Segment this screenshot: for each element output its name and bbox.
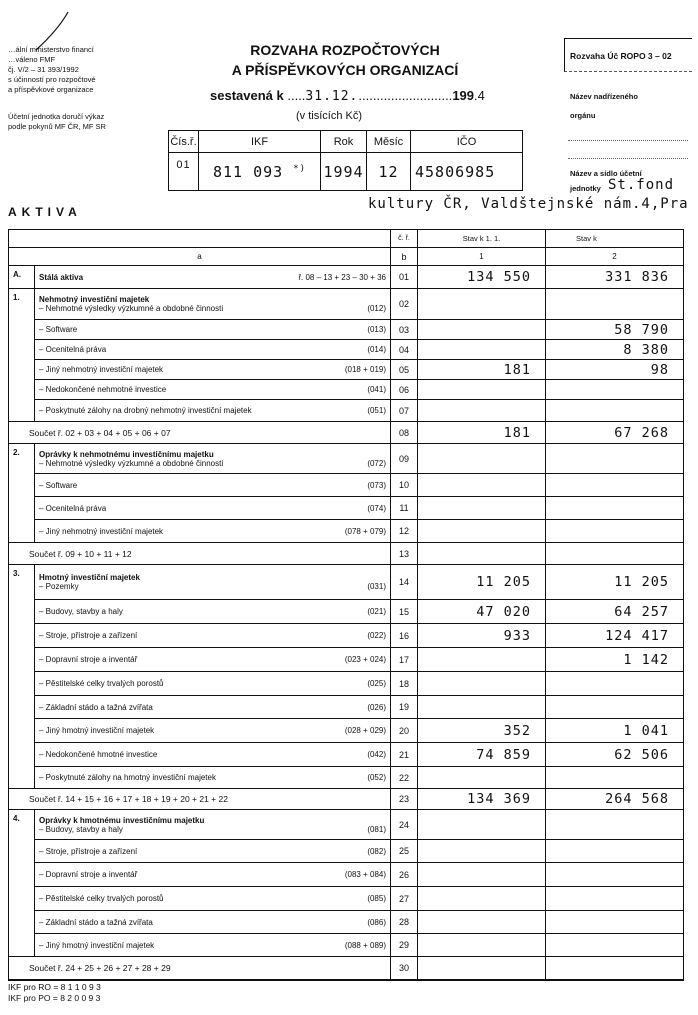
table-row	[9, 911, 684, 934]
table-row	[9, 840, 684, 863]
value-closing[interactable]	[546, 444, 684, 474]
row-label	[35, 289, 391, 320]
value-closing[interactable]	[546, 957, 684, 980]
value-closing[interactable]	[546, 543, 684, 565]
section-number	[9, 810, 35, 840]
table-row	[9, 863, 684, 887]
item-label: – Nedokončené hmotné investice	[39, 750, 158, 759]
value-opening[interactable]	[418, 340, 546, 360]
header-blank	[9, 230, 391, 248]
table-row	[9, 543, 684, 565]
date-prefix: sestavená k	[210, 88, 284, 103]
group-heading: Hmotný investiční majetek	[39, 573, 140, 582]
row-label	[35, 444, 391, 474]
header-2: 2	[546, 248, 684, 266]
value-closing[interactable]: 1 041	[546, 719, 684, 743]
section-number-text: 2.	[13, 448, 20, 457]
value-closing[interactable]: 62 506	[546, 743, 684, 767]
value-closing[interactable]: 98	[546, 360, 684, 380]
item-label: – Software	[39, 325, 78, 334]
row-label	[35, 863, 391, 887]
table-row	[9, 624, 684, 648]
account-code: (088 + 089)	[344, 940, 386, 950]
value-closing[interactable]: 331 836	[546, 266, 684, 289]
account-code: (013)	[367, 325, 386, 334]
table-row	[9, 600, 684, 624]
row-label	[35, 810, 391, 840]
value-opening[interactable]: 47 020	[418, 600, 546, 624]
row-label	[35, 648, 391, 672]
row-number: 20	[391, 719, 418, 743]
table-row	[9, 289, 684, 320]
row-number: 13	[391, 543, 418, 565]
id-header: IČO	[411, 131, 523, 153]
value-opening[interactable]	[418, 810, 546, 840]
account-code: (051)	[367, 406, 386, 415]
table-row	[9, 400, 684, 422]
item-label: – Nehmotné výsledky výzkumné a obdobné činnosti	[39, 458, 224, 468]
section-number	[9, 380, 35, 400]
value-opening[interactable]: 134 369	[418, 789, 546, 810]
row-label	[35, 887, 391, 911]
item-label: Stálá aktiva	[39, 272, 84, 282]
id-header: Měsíc	[367, 131, 411, 153]
section-number	[9, 648, 35, 672]
table-row	[9, 474, 684, 497]
value-closing[interactable]	[546, 400, 684, 422]
title-line-1: ROZVAHA ROZPOČTOVÝCH	[250, 42, 440, 58]
value-closing[interactable]	[546, 840, 684, 863]
section-number	[9, 520, 35, 543]
date-line: sestavená k .....31.12...........................199.4	[210, 88, 485, 104]
value-closing[interactable]: 124 417	[546, 624, 684, 648]
id-header: Rok	[321, 131, 367, 153]
value-closing[interactable]	[546, 810, 684, 840]
approval-line: čj. V/2 – 31 393/1992	[8, 65, 79, 74]
row-label	[35, 320, 391, 340]
section-number-text: 4.	[13, 814, 20, 823]
item-label: – Software	[39, 480, 78, 490]
value-opening[interactable]	[418, 648, 546, 672]
row-number: 19	[391, 696, 418, 719]
row-number: 07	[391, 400, 418, 422]
section-number	[9, 497, 35, 520]
section-number	[9, 767, 35, 789]
value-opening[interactable]	[418, 520, 546, 543]
row-number: 27	[391, 887, 418, 911]
row-number: 24	[391, 810, 418, 840]
footnote: IKF pro RO = 8 1 1 0 9 3	[8, 982, 101, 992]
table-row	[9, 422, 684, 444]
footnotes	[8, 982, 101, 1004]
table-row	[9, 266, 684, 289]
id-row-no: 01	[169, 153, 199, 191]
row-number: 09	[391, 444, 418, 474]
row-label	[35, 600, 391, 624]
unit-name-2: kultury ČR, Valdštejnské nám.4,Pra	[368, 196, 689, 212]
value-closing[interactable]: 264 568	[546, 789, 684, 810]
value-opening[interactable]	[418, 320, 546, 340]
row-number: 01	[391, 266, 418, 289]
row-label	[35, 719, 391, 743]
header-col2: Stav k	[546, 230, 684, 248]
row-label	[35, 934, 391, 957]
approval-note	[8, 45, 96, 95]
row-label	[35, 743, 391, 767]
row-label	[35, 624, 391, 648]
item-label: – Nehmotné výsledky výzkumné a obdobné činnosti	[39, 304, 224, 313]
header-a: a	[9, 248, 391, 266]
value-closing[interactable]	[546, 672, 684, 696]
item-label: – Pozemky	[39, 582, 79, 591]
row-number: 21	[391, 743, 418, 767]
group-heading: Oprávky k nehmotnému investičnímu majetku	[39, 449, 214, 459]
table-row	[9, 696, 684, 719]
row-label	[35, 672, 391, 696]
year-prefix: 199	[452, 88, 475, 103]
account-code: (018 + 019)	[344, 365, 386, 374]
account-code: (081)	[367, 824, 386, 834]
account-code: (052)	[367, 773, 386, 782]
note-line: Účetní jednotka doručí výkaz	[8, 112, 105, 121]
account-code: (021)	[367, 607, 386, 616]
ikf-value: 811 093	[212, 162, 284, 181]
account-code: (022)	[367, 631, 386, 640]
value-opening[interactable]	[418, 497, 546, 520]
row-number: 10	[391, 474, 418, 497]
table-row	[9, 957, 684, 980]
approval-line: a příspěvkové organizace	[8, 85, 94, 94]
value-opening[interactable]: 11 205	[418, 565, 546, 600]
table-row	[9, 934, 684, 957]
row-number: 28	[391, 911, 418, 934]
item-label: – Jiný hmotný investiční majetek	[39, 940, 155, 950]
footnote: IKF pro PO = 8 2 0 0 9 3	[8, 993, 101, 1003]
approval-line: …váleno FMF	[8, 55, 56, 64]
ikf-note: *)	[293, 163, 307, 174]
account-code: (012)	[367, 304, 386, 313]
value-closing[interactable]	[546, 911, 684, 934]
units-note: (v tisících Kč)	[296, 110, 363, 122]
superior-field-line[interactable]	[568, 158, 688, 159]
row-number: 30	[391, 957, 418, 980]
account-code: (042)	[367, 750, 386, 759]
section-number	[9, 266, 35, 289]
row-number: 11	[391, 497, 418, 520]
section-number	[9, 400, 35, 422]
account-code: (074)	[367, 503, 386, 513]
section-number	[9, 320, 35, 340]
table-row	[9, 767, 684, 789]
value-opening[interactable]	[418, 887, 546, 911]
table-row	[9, 789, 684, 810]
account-code: (083 + 084)	[344, 870, 386, 879]
value-closing[interactable]	[546, 767, 684, 789]
value-closing[interactable]	[546, 863, 684, 887]
value-closing[interactable]: 11 205	[546, 565, 684, 600]
section-number	[9, 863, 35, 887]
note-line: podle pokynů MF ČR, MF SR	[8, 122, 106, 131]
item-label: – Základní stádo a tažná zvířata	[39, 917, 153, 927]
section-number-text: 3.	[13, 569, 20, 578]
row-number: 02	[391, 289, 418, 320]
header-1: 1	[418, 248, 546, 266]
superior-label: Název nadřízeného	[570, 92, 638, 101]
item-label: – Dopravní stroje a inventář	[39, 655, 138, 664]
unit-label: Název a sídlo účetní	[570, 169, 642, 178]
value-closing[interactable]	[546, 289, 684, 320]
value-closing[interactable]	[546, 934, 684, 957]
item-label: – Poskytnuté zálohy na drobný nehmotný investiční majetek	[39, 406, 252, 415]
sum-label: Součet ř. 02 + 03 + 04 + 05 + 06 + 07	[9, 422, 391, 444]
value-closing[interactable]: 1 142	[546, 648, 684, 672]
row-label	[35, 696, 391, 719]
table-row	[9, 743, 684, 767]
date-value: 31.12.	[305, 89, 359, 104]
value-opening[interactable]: 74 859	[418, 743, 546, 767]
row-label	[35, 360, 391, 380]
item-label: – Stroje, přístroje a zařízení	[39, 846, 138, 856]
table-row	[9, 719, 684, 743]
sum-label: Součet ř. 09 + 10 + 11 + 12	[9, 543, 391, 565]
item-label: – Jiný nehmotný investiční majetek	[39, 365, 164, 374]
header-col1: Stav k 1. 1.	[418, 230, 546, 248]
value-opening[interactable]	[418, 911, 546, 934]
value-opening[interactable]	[418, 840, 546, 863]
row-label	[35, 911, 391, 934]
sum-label: Součet ř. 24 + 25 + 26 + 27 + 28 + 29	[9, 957, 391, 980]
value-opening[interactable]: 933	[418, 624, 546, 648]
table-row	[9, 320, 684, 340]
row-number: 26	[391, 863, 418, 887]
table-row	[9, 444, 684, 474]
value-opening[interactable]	[418, 474, 546, 497]
superior-field-line[interactable]	[568, 140, 688, 141]
account-code: (085)	[367, 894, 386, 903]
section-number	[9, 696, 35, 719]
row-number: 05	[391, 360, 418, 380]
title-line-2: A PŘÍSPĚVKOVÝCH ORGANIZACÍ	[231, 62, 459, 78]
value-opening[interactable]	[418, 543, 546, 565]
identification-table	[168, 130, 523, 191]
value-opening[interactable]	[418, 863, 546, 887]
row-number: 23	[391, 789, 418, 810]
value-opening[interactable]	[418, 957, 546, 980]
account-code: (041)	[367, 385, 386, 394]
value-closing[interactable]: 8 380	[546, 340, 684, 360]
item-label: – Nedokončené nehmotné investice	[39, 385, 167, 394]
account-code: (078 + 079)	[344, 526, 386, 536]
unit-label-2: jednotky	[570, 184, 601, 193]
row-label	[35, 340, 391, 360]
section-number	[9, 743, 35, 767]
item-label: – Ocenitelná práva	[39, 503, 107, 513]
value-opening[interactable]: 352	[418, 719, 546, 743]
section-number	[9, 934, 35, 957]
account-code: (023 + 024)	[344, 655, 386, 664]
value-opening[interactable]	[418, 444, 546, 474]
header-row-no: č. ř.	[391, 230, 418, 248]
row-label	[35, 565, 391, 600]
row-number: 06	[391, 380, 418, 400]
row-number: 22	[391, 767, 418, 789]
table-row	[9, 887, 684, 911]
section-number	[9, 840, 35, 863]
value-closing[interactable]	[546, 696, 684, 719]
row-label	[35, 474, 391, 497]
item-label: – Budovy, stavby a haly	[39, 824, 123, 834]
value-closing[interactable]: 67 268	[546, 422, 684, 444]
row-label	[35, 380, 391, 400]
row-number: 29	[391, 934, 418, 957]
section-number	[9, 289, 35, 320]
row-label	[35, 266, 391, 289]
section-number	[9, 672, 35, 696]
table-row	[9, 520, 684, 543]
row-number: 15	[391, 600, 418, 624]
value-opening[interactable]	[418, 767, 546, 789]
section-number	[9, 474, 35, 497]
item-label: – Budovy, stavby a haly	[39, 607, 123, 616]
value-opening[interactable]	[418, 289, 546, 320]
section-number	[9, 360, 35, 380]
header-b: b	[391, 248, 418, 266]
row-label	[35, 520, 391, 543]
id-ico: 45806985	[411, 153, 523, 191]
sum-label: Součet ř. 14 + 15 + 16 + 17 + 18 + 19 + 20 + 21 + 22	[9, 789, 391, 810]
group-heading: Oprávky k hmotnému investičnímu majetku	[39, 815, 205, 825]
row-label	[35, 400, 391, 422]
table-row	[9, 648, 684, 672]
row-label	[35, 767, 391, 789]
value-closing[interactable]	[546, 520, 684, 543]
table-row	[9, 497, 684, 520]
value-closing[interactable]	[546, 497, 684, 520]
superior-label-2: orgánu	[570, 111, 596, 120]
table-row	[9, 360, 684, 380]
section-number-text: A.	[13, 270, 21, 279]
form-code-box: Rozvaha Úč ROPO 3 – 02	[564, 38, 692, 72]
value-closing[interactable]	[546, 474, 684, 497]
unit-name-1: St.fond	[608, 177, 675, 193]
value-opening[interactable]: 181	[418, 360, 546, 380]
account-code: (014)	[367, 345, 386, 354]
value-closing[interactable]	[546, 887, 684, 911]
id-year: 1994	[321, 153, 367, 191]
id-header: Čís.ř.	[169, 131, 199, 153]
row-number: 17	[391, 648, 418, 672]
row-number: 25	[391, 840, 418, 863]
table-row	[9, 810, 684, 840]
table-row	[9, 380, 684, 400]
item-label: – Základní stádo a tažná zvířata	[39, 702, 153, 712]
item-label: – Pěstitelské celky trvalých porostů	[39, 894, 164, 903]
id-month: 12	[367, 153, 411, 191]
account-code: (086)	[367, 917, 386, 927]
table-row	[9, 565, 684, 600]
value-opening[interactable]: 181	[418, 422, 546, 444]
id-ikf	[199, 153, 321, 191]
value-closing[interactable]	[546, 380, 684, 400]
approval-line: s účinností pro rozpočtové	[8, 75, 96, 84]
item-label: – Jiný nehmotný investiční majetek	[39, 526, 164, 536]
account-code: (082)	[367, 846, 386, 856]
section-number	[9, 887, 35, 911]
row-number: 12	[391, 520, 418, 543]
row-number: 08	[391, 422, 418, 444]
group-heading: Nehmotný investiční majetek	[39, 295, 150, 304]
section-number	[9, 444, 35, 474]
row-label	[35, 497, 391, 520]
value-closing[interactable]: 64 257	[546, 600, 684, 624]
year-suffix: 4	[477, 88, 485, 103]
item-label: – Jiný hmotný investiční majetek	[39, 726, 155, 735]
value-opening[interactable]	[418, 380, 546, 400]
id-header: IKF	[199, 131, 321, 153]
approval-line: …ální ministerstvo financí	[8, 45, 94, 54]
section-number	[9, 340, 35, 360]
value-opening[interactable]	[418, 696, 546, 719]
item-label: – Dopravní stroje a inventář	[39, 870, 138, 879]
table-row	[9, 340, 684, 360]
row-label	[35, 840, 391, 863]
row-number: 03	[391, 320, 418, 340]
section-title: AKTIVA	[8, 205, 82, 219]
item-label: – Pěstitelské celky trvalých porostů	[39, 679, 164, 688]
section-number	[9, 911, 35, 934]
row-number: 18	[391, 672, 418, 696]
account-code: ř. 08 – 13 + 23 – 30 + 36	[298, 272, 386, 282]
value-opening[interactable]	[418, 400, 546, 422]
assets-table	[8, 229, 684, 981]
row-number: 16	[391, 624, 418, 648]
item-label: – Ocenitelná práva	[39, 345, 107, 354]
section-number-text: 1.	[13, 293, 20, 302]
value-opening[interactable]	[418, 934, 546, 957]
account-code: (072)	[367, 458, 386, 468]
row-number: 14	[391, 565, 418, 600]
table-row	[9, 672, 684, 696]
section-number	[9, 624, 35, 648]
account-code: (025)	[367, 679, 386, 688]
account-code: (073)	[367, 480, 386, 490]
section-number	[9, 719, 35, 743]
delivery-note	[8, 112, 106, 132]
section-number	[9, 565, 35, 600]
account-code: (031)	[367, 582, 386, 591]
item-label: – Poskytnuté zálohy na hmotný investiční majetek	[39, 773, 216, 782]
section-number	[9, 600, 35, 624]
account-code: (026)	[367, 702, 386, 712]
value-opening[interactable]: 134 550	[418, 266, 546, 289]
value-closing[interactable]: 58 790	[546, 320, 684, 340]
item-label: – Stroje, přístroje a zařízení	[39, 631, 138, 640]
value-opening[interactable]	[418, 672, 546, 696]
row-number: 04	[391, 340, 418, 360]
account-code: (028 + 029)	[344, 726, 386, 735]
